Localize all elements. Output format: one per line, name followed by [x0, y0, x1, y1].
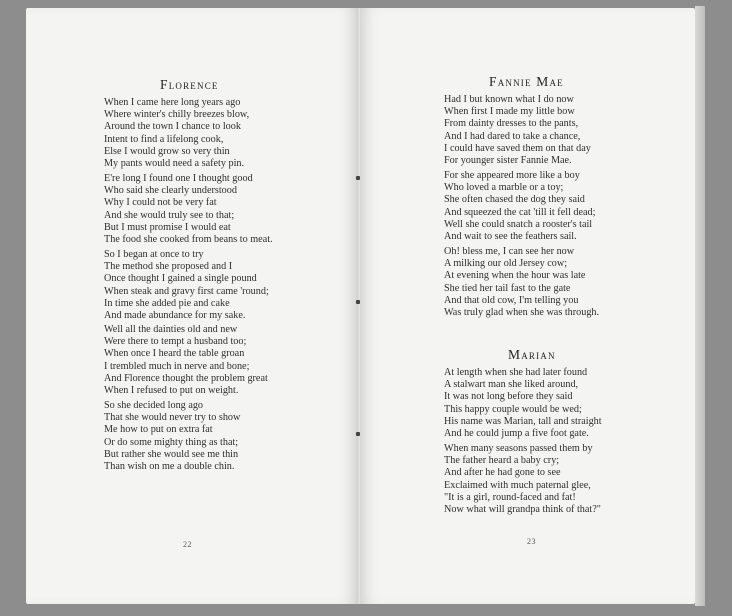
poem-line: So I began at once to try — [104, 249, 204, 260]
poem-line: The food she cooked from beans to meat. — [104, 234, 273, 246]
poem-line: When once I heard the table groan — [104, 348, 245, 360]
marian-stanza-2 — [444, 443, 601, 516]
poem-line: And squeezed the cat 'till it fell dead; — [444, 206, 596, 218]
poem-title-fannie-mae: Fannie Mae — [489, 74, 564, 89]
poem-line: Me how to put on extra fat — [104, 424, 213, 436]
marian-stanza-1 — [444, 367, 602, 440]
poem-line: Had I but known what I do now — [444, 94, 574, 105]
poem-line: For she appeared more like a boy — [444, 170, 580, 181]
florence-stanza-1 — [104, 97, 249, 170]
poem-line: E're long I found one I thought good — [104, 173, 253, 184]
fannie-mae-stanza-3 — [444, 246, 599, 319]
poem-line: When I came here long years ago — [104, 97, 241, 108]
poem-line: She tied her tail fast to the gate — [444, 282, 571, 294]
poem-line: Around the town I chance to look — [104, 121, 241, 133]
florence-stanza-2 — [104, 173, 273, 246]
staple — [356, 176, 360, 180]
fannie-mae-stanza-1 — [444, 94, 591, 167]
poem-line: I trembled much in nerve and bone; — [104, 360, 250, 372]
poem-line: That she would never try to show — [104, 412, 241, 424]
poem-line: And I had dared to take a chance, — [444, 130, 581, 142]
poem-line: And wait to see the feathers sail. — [444, 231, 577, 243]
poem-line: But I must promise I would eat — [104, 221, 231, 233]
page-number-right: 23 — [527, 537, 536, 546]
staple — [356, 432, 360, 436]
poem-line: Who loved a marble or a toy; — [444, 182, 564, 194]
poem-line: A milking our old Jersey cow; — [444, 258, 568, 270]
poem-line: Or do some mighty thing as that; — [104, 436, 239, 448]
poem-line: This happy couple would be wed; — [444, 403, 582, 415]
poem-line: The method she proposed and I — [104, 261, 233, 273]
poem-line: Were there to tempt a husband too; — [104, 336, 247, 348]
poem-line: Than wish on me a double chin. — [104, 461, 235, 473]
poem-line: Where winter's chilly breezes blow, — [104, 109, 250, 121]
florence-stanza-5 — [104, 400, 240, 473]
poem-line: Intent to find a lifelong cook, — [104, 133, 224, 145]
poem-line: But rather she would see me thin — [104, 448, 239, 460]
poem-line: Why I could not be very fat — [104, 197, 217, 209]
poem-line: For younger sister Fannie Mae. — [444, 155, 572, 167]
poem-line: From dainty dresses to the pants, — [444, 118, 579, 130]
poem-line: So she decided long ago — [104, 400, 204, 411]
staple — [356, 300, 360, 304]
poem-title-marian: Marian — [508, 347, 556, 362]
poem-line: Exclaimed with much paternal glee, — [444, 479, 591, 491]
poem-line: When I refused to put on weight. — [104, 385, 239, 397]
florence-stanza-3 — [104, 249, 269, 322]
poem-title-florence: Florence — [160, 77, 219, 92]
poem-line: And she would truly see to that; — [104, 209, 235, 221]
poem-line: At length when she had later found — [444, 367, 588, 378]
poem-line: When first I made my little bow — [444, 106, 575, 118]
poem-line: She often chased the dog they said — [444, 194, 585, 206]
poem-line: I could have saved them on that day — [444, 142, 591, 154]
poem-line: And that old cow, I'm telling you — [444, 294, 579, 306]
poem-line: His name was Marian, tall and straight — [444, 415, 602, 427]
florence-stanza-4 — [104, 324, 268, 397]
poem-line: At evening when the hour was late — [444, 270, 586, 282]
poem-line: The father heard a baby cry; — [444, 455, 560, 467]
poem-line: And after he had gone to see — [444, 467, 561, 479]
poem-line: Well she could snatch a rooster's tail — [444, 218, 593, 230]
poem-line: And Florence thought the problem great — [104, 372, 268, 384]
poem-line: "It is a girl, round-faced and fat! — [444, 491, 576, 503]
poem-line: Who said she clearly understood — [104, 185, 237, 197]
poem-line: And made abundance for my sake. — [104, 310, 246, 322]
poem-line: Was truly glad when she was through. — [444, 307, 600, 319]
book-spine — [357, 8, 360, 604]
poem-line: When steak and gravy first came 'round; — [104, 285, 269, 297]
poem-line: And he could jump a five foot gate. — [444, 428, 589, 440]
poem-line: My pants would need a safety pin. — [104, 158, 245, 170]
poem-line: Oh! bless me, I can see her now — [444, 246, 575, 257]
page-number-left: 22 — [183, 540, 192, 549]
poem-line: When many seasons passed them by — [444, 443, 593, 454]
fannie-mae-stanza-2 — [444, 170, 595, 243]
poem-line: Well all the dainties old and new — [104, 324, 238, 335]
poem-line: Else I would grow so very thin — [104, 145, 230, 157]
page-edge — [695, 6, 705, 606]
poem-line: A stalwart man she liked around, — [444, 379, 579, 391]
poem-line: Once thought I gained a single pound — [104, 273, 257, 285]
poem-line: It was not long before they said — [444, 391, 573, 403]
poem-line: Now what will grandpa think of that?" — [444, 504, 601, 516]
poem-line: In time she added pie and cake — [104, 297, 230, 309]
